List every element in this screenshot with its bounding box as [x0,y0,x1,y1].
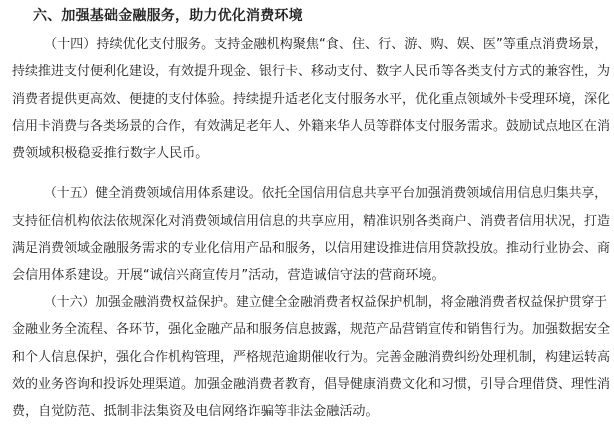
paragraph-line: 和个人信息保护，强化合作机构管理，严格规范逾期催收行为。完善金融消费纠纷处理机制，构建运转高 [12,350,611,365]
paragraph-line: 持续推进支付便利化建设，有效提升现金、银行卡、移动支付、数字人民币等各类支付方式的兼容性，为 [12,64,611,79]
paragraph-line: 费领域积极稳妥推行数字人民币。 [12,146,209,161]
paragraph-line: 会信用体系建设。开展“诚信兴商宣传月”活动，营造诚信守法的营商环境。 [12,268,445,283]
paragraph-line: 效的业务咨询和投诉处理渠道。加强金融消费者教育，倡导健康消费文化和习惯，引导合理借贷、理性消 [12,377,611,392]
paragraph-line: 费，自觉防范、抵制非法集资及电信网络诈骗等非法金融活动。 [12,404,379,419]
paragraph-line: 支持征信机构依法依规深化对消费领域信用信息的共享应用，精准识别各类商户、消费者信用状况，打造 [12,214,611,229]
paragraph-line: （十六）加强金融消费权益保护。建立健全金融消费者权益保护机制，将金融消费者权益保护贯穿于 [44,295,608,310]
paragraph-line: （十五）健全消费领域信用体系建设。依托全国信用信息共享平台加强消费领域信用信息归集共享， [44,186,608,201]
paragraph-line: 消费者提供更高效、便捷的支付体验。持续提升适老化支付服务水平，优化重点领域外卡受理环境，深化 [12,92,611,107]
paragraph-line: （十四）持续优化支付服务。支持金融机构聚焦“食、住、行、游、购、娱、医”等重点消费场景， [44,37,608,52]
section-heading: 六、加强基础金融服务，助力优化消费环境 [33,8,303,24]
paragraph-line: 信用卡消费与各类场景的合作，有效满足老年人、外籍来华人员等群体支付服务需求。鼓励试点地区在消 [12,119,611,134]
paragraph-line: 金融业务全流程、各环节，强化金融产品和服务信息披露，规范产品营销宣传和销售行为。加强数据安全 [12,322,611,337]
paragraph-line: 满足消费领域金融服务需求的专业化信用产品和服务，以信用建设推进信用贷款投放。推动行业协会、商 [12,241,611,256]
